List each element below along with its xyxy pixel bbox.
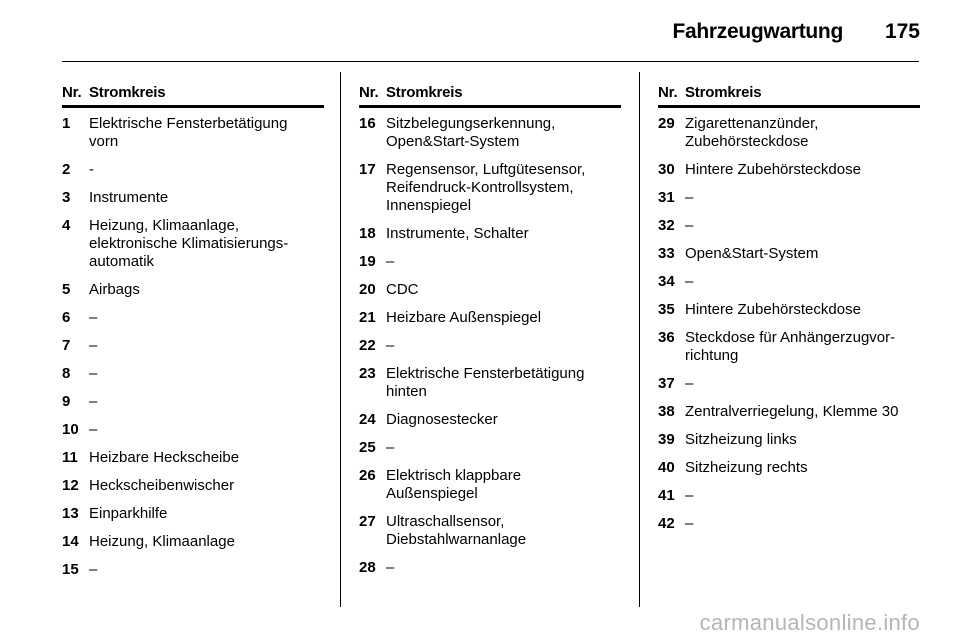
fuse-number: 27 [359,513,376,530]
circuit-description: Sitzheizung links [685,431,797,448]
table-body [359,108,621,577]
fuse-table-column-3 [658,80,920,543]
fuse-number: 5 [62,281,71,298]
fuse-table-column-1 [62,80,324,589]
fuse-number: 32 [658,217,675,234]
circuit-description: Hintere Zubehörsteckdose [685,161,861,178]
fuse-number: 17 [359,161,376,178]
fuse-number: 8 [62,365,71,382]
circuit-description: Elektrische Fensterbetätigung hinten [386,365,585,400]
circuit-description: Heizung, Klimaanlage [89,533,235,550]
fuse-number: 31 [658,189,675,206]
circuit-description: Zentralverriegelung, Klemme 30 [685,403,899,420]
circuit-description: Heizbare Heckscheibe [89,449,240,466]
header-circuit: Stromkreis [386,84,463,101]
page-number: 175 [884,20,920,43]
fuse-number: 34 [658,273,675,290]
table-row [658,161,920,179]
fuse-number: 28 [359,559,376,576]
circuit-description: – [386,439,395,456]
circuit-description: – [89,421,98,438]
table-row [658,273,920,291]
fuse-number: 3 [62,189,71,206]
circuit-description: – [685,515,694,532]
table-row [658,487,920,505]
table-row [62,421,324,439]
fuse-number: 15 [62,561,79,578]
circuit-description: – [685,217,694,234]
header-circuit: Stromkreis [685,84,762,101]
fuse-number: 13 [62,505,79,522]
fuse-number: 35 [658,301,675,318]
table-row [62,217,324,271]
table-row [359,309,621,327]
circuit-description: Zigarettenanzünder, Zubehörsteckdose [685,115,819,150]
table-row [62,309,324,327]
table-row [658,189,920,207]
table-row [62,161,324,179]
table-header [359,80,621,108]
table-row [359,559,621,577]
table-row [359,225,621,243]
fuse-table-column-2 [359,80,621,587]
table-row [62,561,324,579]
fuse-number: 16 [359,115,376,132]
fuse-number: 11 [62,449,78,466]
fuse-number: 25 [359,439,376,456]
circuit-description: – [386,337,395,354]
circuit-description: Regensensor, Luftgütesensor, Reifendruck-Kontrollsystem, Innenspiegel [386,161,586,214]
table-row [359,115,621,151]
fuse-number: 26 [359,467,376,484]
circuit-description: CDC [386,281,419,298]
table-header [62,80,324,108]
fuse-number: 22 [359,337,376,354]
fuse-number: 40 [658,459,675,476]
circuit-description: – [89,337,98,354]
circuit-description: – [89,393,98,410]
table-row [658,375,920,393]
table-row [658,403,920,421]
table-row [658,301,920,319]
header-divider [62,61,919,62]
table-row [62,115,324,151]
table-row [658,245,920,263]
column-divider [340,72,341,607]
circuit-description: Airbags [89,281,140,298]
table-row [62,533,324,551]
fuse-number: 12 [62,477,79,494]
watermark: carmanualsonline.info [699,610,920,635]
table-row [658,329,920,365]
table-row [658,115,920,151]
fuse-number: 24 [359,411,376,428]
circuit-description: Elektrisch klappbare Außenspiegel [386,467,522,502]
fuse-number: 10 [62,421,79,438]
fuse-number: 42 [658,515,675,532]
table-row [359,365,621,401]
page-header [0,0,960,60]
fuse-number: 18 [359,225,376,242]
table-body [658,108,920,533]
table-row [62,281,324,299]
circuit-description: – [386,559,395,576]
table-body [62,108,324,579]
table-row [359,411,621,429]
circuit-description: Hintere Zubehörsteckdose [685,301,861,318]
circuit-description: Steckdose für Anhängerzugvor- richtung [685,329,896,364]
circuit-description: Diagnosestecker [386,411,498,428]
table-row [62,393,324,411]
circuit-description: Sitzbelegungserkennung, Open&Start-System [386,115,556,150]
table-row [62,477,324,495]
table-row [359,513,621,549]
circuit-description: Open&Start-System [685,245,819,262]
table-row [359,439,621,457]
fuse-number: 20 [359,281,376,298]
table-row [658,431,920,449]
circuit-description: Instrumente [89,189,169,206]
circuit-description: Ultraschallsensor, Diebstahlwarnanlage [386,513,527,548]
header-nr: Nr. [658,84,678,101]
fuse-number: 7 [62,337,71,354]
circuit-description: Heizbare Außenspiegel [386,309,542,326]
fuse-number: 23 [359,365,376,382]
table-row [359,467,621,503]
fuse-number: 1 [62,115,71,132]
fuse-number: 21 [359,309,376,326]
circuit-description: - [89,161,94,178]
fuse-number: 33 [658,245,675,262]
table-row [658,459,920,477]
circuit-description: Einparkhilfe [89,505,168,522]
circuit-description: – [685,487,694,504]
circuit-description: – [685,189,694,206]
table-row [62,337,324,355]
fuse-number: 30 [658,161,675,178]
table-row [658,217,920,235]
circuit-description: Heizung, Klimaanlage, elektronische Klimatisierungs- automatik [89,217,289,270]
circuit-description: Heckscheibenwischer [89,477,235,494]
fuse-number: 29 [658,115,675,132]
header-nr: Nr. [359,84,379,101]
table-row [658,515,920,533]
fuse-number: 2 [62,161,71,178]
column-divider [639,72,640,607]
fuse-number: 4 [62,217,71,234]
table-row [62,189,324,207]
table-header [658,80,920,108]
header-nr: Nr. [62,84,82,101]
circuit-description: Elektrische Fensterbetätigung vorn [89,115,288,150]
page-title: Fahrzeugwartung [672,20,843,43]
circuit-description: – [685,273,694,290]
table-row [359,161,621,215]
fuse-number: 6 [62,309,71,326]
circuit-description: – [685,375,694,392]
circuit-description: – [386,253,395,270]
fuse-number: 37 [658,375,675,392]
table-row [359,337,621,355]
circuit-description: Instrumente, Schalter [386,225,529,242]
table-row [62,505,324,523]
circuit-description: – [89,561,98,578]
table-row [62,449,324,467]
fuse-number: 39 [658,431,675,448]
circuit-description: – [89,309,98,326]
table-row [359,281,621,299]
header-circuit: Stromkreis [89,84,166,101]
table-row [62,365,324,383]
fuse-number: 19 [359,253,376,270]
fuse-number: 36 [658,329,675,346]
fuse-number: 38 [658,403,675,420]
fuse-number: 41 [658,487,675,504]
circuit-description: – [89,365,98,382]
table-row [359,253,621,271]
fuse-number: 14 [62,533,79,550]
fuse-number: 9 [62,393,71,410]
circuit-description: Sitzheizung rechts [685,459,808,476]
